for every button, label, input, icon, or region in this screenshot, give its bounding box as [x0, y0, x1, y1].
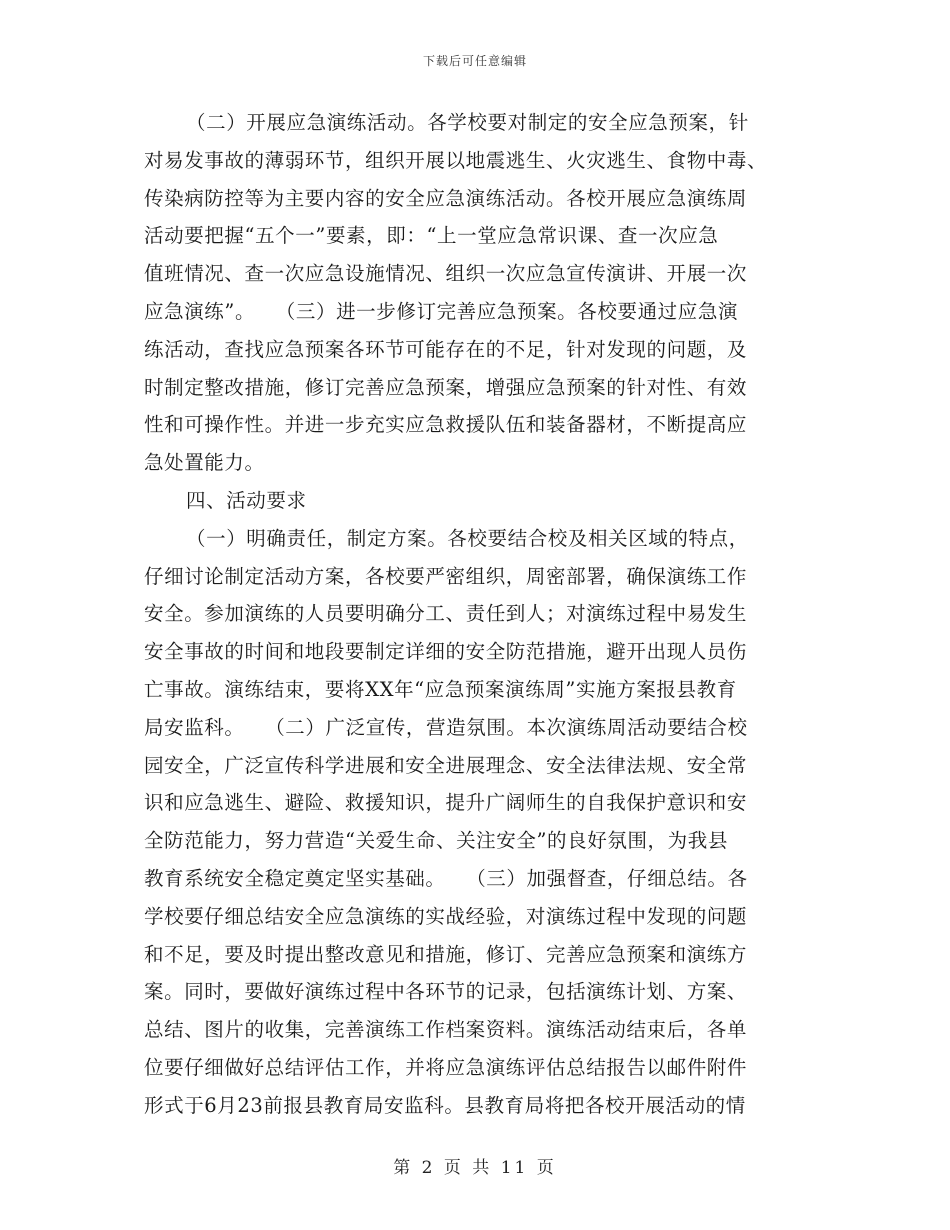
text-line: 活动要把握“五个一”要素，即：“上一堂应急常识课、查一次应急: [144, 224, 719, 248]
page-number-footer: 第 2 页 共 11 页: [393, 1158, 557, 1178]
text-line: 园安全，广泛宣传科学进展和安全进展理念、安全法律法规、安全常: [144, 753, 748, 777]
text-line: 四、活动要求: [186, 488, 307, 512]
text-line: 传染病防控等为主要内容的安全应急演练活动。各校开展应急演练周: [144, 186, 748, 210]
text-line: 教育系统安全稳定奠定坚实基础。 （三）加强督查，仔细总结。各: [144, 866, 748, 890]
text-line: 应急演练”。 （三）进一步修订完善应急预案。各校要通过应急演: [144, 299, 739, 323]
text-line: 安全。参加演练的人员要明确分工、责任到人；对演练过程中易发生: [144, 602, 748, 626]
text-line: 识和应急逃生、避险、救援知识，提升广阔师生的自我保护意识和安: [144, 791, 748, 815]
page-header-note: 下载后可任意编辑: [422, 54, 527, 68]
text-line: 值班情况、查一次应急设施情况、组织一次应急宣传演讲、开展一次: [144, 262, 748, 286]
text-line: 仔细讨论制定活动方案，各校要严密组织，周密部署，确保演练工作: [144, 564, 748, 588]
text-line: 位要仔细做好总结评估工作，并将应急演练评估总结报告以邮件附件: [144, 1055, 748, 1079]
text-line: 对易发事故的薄弱环节，组织开展以地震逃生、火灾逃生、食物中毒、: [144, 148, 768, 172]
text-line: 学校要仔细总结安全应急演练的实战经验，对演练过程中发现的问题: [144, 904, 748, 928]
text-line: 全防范能力，努力营造“关爱生命、关注安全”的良好氛围，为我县: [144, 829, 728, 853]
text-line: 性和可操作性。并进一步充实应急救援队伍和装备器材，不断提高应: [144, 413, 748, 437]
body-text: [144, 104, 812, 1125]
text-line: 亡事故。演练结束，要将XX年“应急预案演练周”实施方案报县教育: [144, 677, 737, 701]
text-line: 和不足，要及时提出整改意见和措施，修订、完善应急预案和演练方: [144, 942, 748, 966]
text-line: 练活动，查找应急预案各环节可能存在的不足，针对发现的问题，及: [144, 337, 748, 361]
text-line: 案。同时，要做好演练过程中各环节的记录，包括演练计划、方案、: [144, 980, 748, 1004]
text-line: 时制定整改措施，修订完善应急预案，增强应急预案的针对性、有效: [144, 375, 748, 399]
text-line: 总结、图片的收集，完善演练工作档案资料。演练活动结束后，各单: [144, 1018, 748, 1042]
document-body: [144, 104, 812, 1125]
text-line: （一）明确责任，制定方案。各校要结合校及相关区域的特点，: [186, 526, 749, 550]
text-line: 局安监科。 （二）广泛宣传，营造氛围。本次演练周活动要结合校: [144, 715, 748, 739]
text-line: （二）开展应急演练活动。各学校要对制定的安全应急预案，针: [186, 111, 749, 134]
text-line: 形式于6月23前报县教育局安监科。县教育局将把各校开展活动的情: [144, 1093, 746, 1117]
text-line: 急处置能力。: [144, 451, 265, 475]
text-line: 安全事故的时间和地段要制定详细的安全防范措施，避开出现人员伤: [144, 640, 748, 664]
